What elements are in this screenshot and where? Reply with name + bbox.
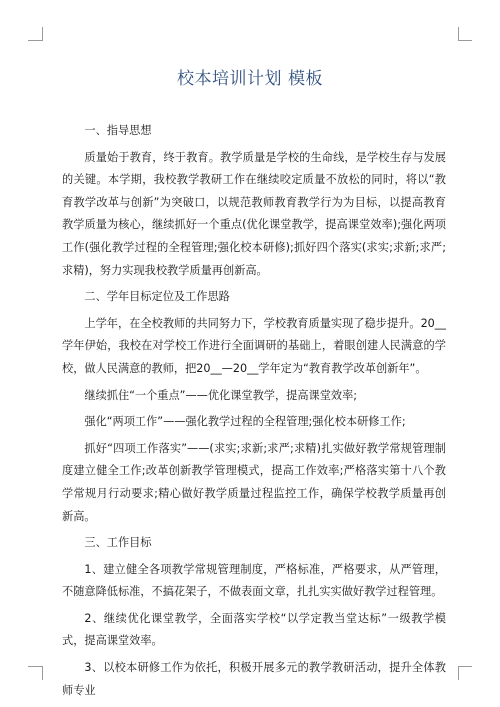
document-title: 校本培训计划 模板 xyxy=(177,69,323,89)
crop-mark-top-right-h xyxy=(458,40,472,41)
crop-mark-top-left-v xyxy=(42,27,43,41)
paragraph-two-tasks: 强化“两项工作”——强化教学过程的全程管理;强化校本研修工作; xyxy=(84,415,406,429)
paragraph-one-focus: 继续抓住“一个重点”——优化课堂教学，提高课堂效率; xyxy=(84,388,358,402)
paragraph-four-implementations: 抓好“四项工作落实”——(求实;求新;求严;求精)扎实做好教学常规管理制度建立健全工作;改革创新教学管理模式，提高工作效率;严格落实第十八个教学常规月行动要求;精心做好教学质量过程监控工作，确保学校教学质量再创新高。 xyxy=(62,441,446,523)
crop-mark-top-left-h xyxy=(28,40,42,41)
paragraph-guiding-ideology: 质量始于教育，终于教育。教学质量是学校的生命线，是学校生存与发展的关键。本学期，我校教学教研工作在继续咬定质量不放松的同时，将以“教育教学改革与创新”为突破口，以规范教师教育教学行为为目标，以提高教育教学质量为核心，继续抓好一个重点(优化课堂教学，提高课堂效率);强化两项工作(强化教学过程的全程管理;强化校本研修);抓好四个落实(求实;求新;求严;求精)，努力实现我校教学质量再创新高。 xyxy=(62,150,446,277)
crop-mark-top-right-v xyxy=(458,27,459,41)
section-heading-guiding-ideology: 一、指导思想 xyxy=(84,124,152,137)
crop-mark-bottom-left-v xyxy=(42,666,43,680)
document-body xyxy=(62,118,446,706)
section-heading-work-goals: 三、工作目标 xyxy=(84,536,152,550)
paragraph-goal-3: 3、以校本研修工作为依托，积极开展多元的教学教研活动，提升全体教师专业 xyxy=(62,661,446,697)
crop-mark-bottom-right-h xyxy=(458,666,472,667)
paragraph-annual-goals: 上学年，在全校教师的共同努力下，学校教育质量实现了稳步提升。20__学年伊始，我校在对学校工作进行全面调研的基础上，着眼创建人民满意的学校，做人民满意的教师，把20__—20__学年定为“教育教学改革创新年”。 xyxy=(62,316,446,375)
paragraph-goal-2: 2、继续优化课堂教学，全面落实学校“以学定教当堂达标”一级教学模式，提高课堂效率。 xyxy=(62,611,446,648)
paragraph-goal-1: 1、建立健全各项教学常规管理制度，严格标准，严格要求，从严管理，不随意降低标准，不搞花架子，不做表面文章，扎扎实实做好教学过程管理。 xyxy=(62,562,446,599)
section-heading-annual-goals: 二、学年目标定位及工作思路 xyxy=(84,290,230,304)
crop-mark-bottom-right-v xyxy=(458,666,459,680)
crop-mark-bottom-left-h xyxy=(28,666,42,667)
